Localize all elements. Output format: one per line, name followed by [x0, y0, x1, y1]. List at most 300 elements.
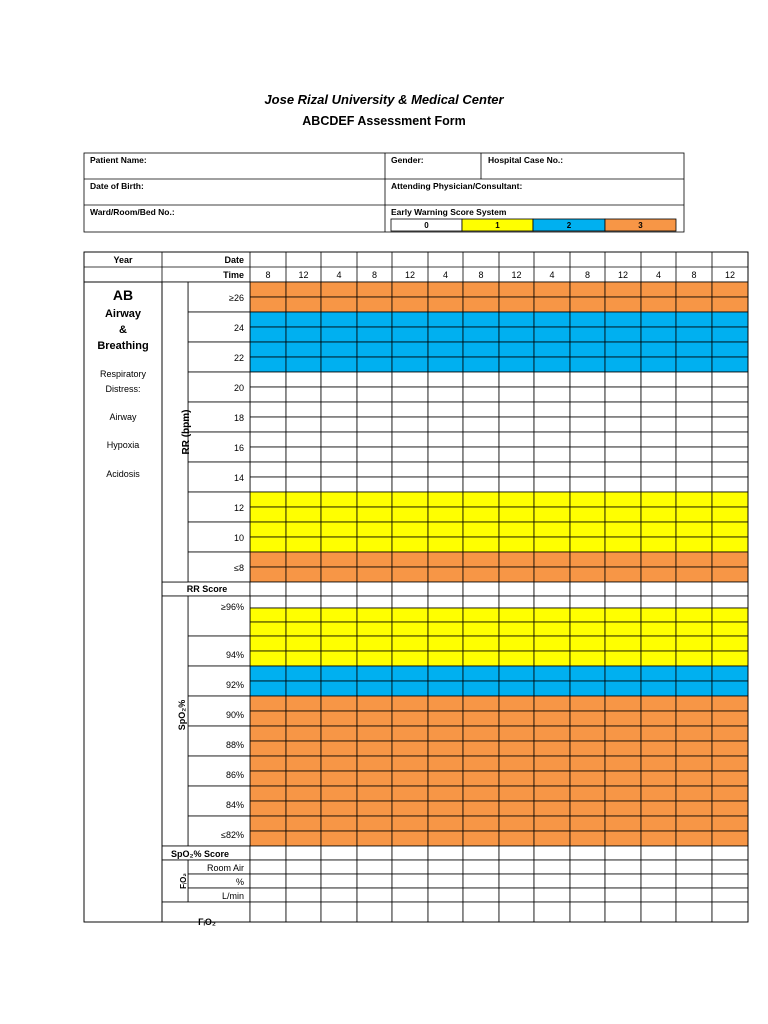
spo2-cell: [570, 801, 605, 816]
spo2-cell: [357, 636, 392, 651]
rr-cell: [463, 357, 499, 372]
spo2-cell: [605, 801, 641, 816]
fio2-cell: [676, 860, 712, 874]
spo2-cell: [392, 636, 428, 651]
fio2-cell: [641, 888, 676, 902]
spo2-cell: [676, 801, 712, 816]
spo2-cell: [428, 596, 463, 608]
rr-cell: [676, 372, 712, 387]
rr-cell: [534, 372, 570, 387]
rr-level-label: 12: [233, 503, 244, 513]
rr-cell: [463, 402, 499, 417]
spo2-cell: [605, 666, 641, 681]
spo2-cell: [357, 771, 392, 786]
rr-cell: [570, 507, 605, 522]
spo2-cell: [570, 831, 605, 846]
rr-cell: [605, 312, 641, 327]
fio2-cell: [321, 888, 357, 902]
time-header-11: 4: [655, 270, 662, 280]
rr-score-label: RR Score: [186, 584, 228, 594]
spo2-cell: [392, 831, 428, 846]
rr-cell: [712, 312, 748, 327]
spo2-cell: [605, 681, 641, 696]
rr-cell: [463, 537, 499, 552]
rr-cell: [712, 537, 748, 552]
spo2-cell: [392, 608, 428, 622]
rr-cell: [392, 567, 428, 582]
rr-cell: [641, 282, 676, 297]
spo2-cell: [641, 801, 676, 816]
rr-cell: [321, 507, 357, 522]
rr-cell: [570, 447, 605, 462]
rr-cell: [712, 402, 748, 417]
rr-cell: [250, 357, 286, 372]
spo2-cell: [321, 816, 357, 831]
rr-cell: [499, 342, 534, 357]
fio2-cell: [392, 874, 428, 888]
spo2-cell: [499, 786, 534, 801]
rr-cell: [712, 417, 748, 432]
institution-title: Jose Rizal University & Medical Center: [264, 92, 504, 107]
spo2-score-cell: [463, 846, 499, 860]
rr-cell: [392, 327, 428, 342]
rr-cell: [499, 447, 534, 462]
spo2-cell: [676, 756, 712, 771]
rr-cell: [605, 342, 641, 357]
fio2-cell: [463, 860, 499, 874]
fio2-cell: [570, 860, 605, 874]
spo2-cell: [428, 666, 463, 681]
fio2-bottom-cell: [712, 902, 748, 922]
rr-cell: [712, 477, 748, 492]
spo2-cell: [712, 741, 748, 756]
fio2-bottom-cell: [250, 902, 286, 922]
rr-cell: [392, 537, 428, 552]
rr-cell: [250, 402, 286, 417]
rr-cell: [250, 432, 286, 447]
spo2-cell: [641, 741, 676, 756]
spo2-cell: [499, 608, 534, 622]
rr-cell: [463, 432, 499, 447]
rr-cell: [392, 492, 428, 507]
spo2-cell: [286, 771, 321, 786]
rr-cell: [392, 372, 428, 387]
rr-cell: [534, 282, 570, 297]
fio2-cell: [712, 860, 748, 874]
rr-cell: [570, 417, 605, 432]
patient-name-label: Patient Name:: [90, 155, 147, 165]
rr-cell: [641, 462, 676, 477]
rr-cell: [321, 522, 357, 537]
spo2-cell: [605, 651, 641, 666]
spo2-cell: [357, 726, 392, 741]
rr-cell: [499, 387, 534, 402]
spo2-score-cell: [321, 846, 357, 860]
rr-cell: [641, 372, 676, 387]
spo2-cell: [641, 608, 676, 622]
spo2-cell: [534, 816, 570, 831]
fio2-cell: [286, 860, 321, 874]
rr-cell: [712, 297, 748, 312]
time-header-1: 12: [298, 270, 309, 280]
rr-cell: [357, 402, 392, 417]
fio2-bottom-cell: [428, 902, 463, 922]
spo2-cell: [392, 756, 428, 771]
spo2-cell: [534, 636, 570, 651]
spo2-cell: [250, 741, 286, 756]
spo2-level-label: 86%: [225, 770, 244, 780]
rr-cell: [570, 477, 605, 492]
rr-cell: [392, 282, 428, 297]
spo2-cell: [428, 696, 463, 711]
rr-cell: [499, 492, 534, 507]
rr-cell: [321, 282, 357, 297]
time-header-0: 8: [265, 270, 271, 280]
rr-cell: [250, 312, 286, 327]
spo2-cell: [499, 681, 534, 696]
spo2-cell: [392, 726, 428, 741]
spo2-cell: [605, 726, 641, 741]
time-header-6: 8: [478, 270, 484, 280]
spo2-cell: [357, 816, 392, 831]
rr-cell: [357, 552, 392, 567]
rr-cell: [641, 492, 676, 507]
spo2-cell: [428, 726, 463, 741]
spo2-cell: [605, 596, 641, 608]
rr-cell: [605, 492, 641, 507]
rr-cell: [392, 417, 428, 432]
fio2-cell: [641, 874, 676, 888]
rr-cell: [463, 567, 499, 582]
fio2-cell: [534, 874, 570, 888]
rr-cell: [499, 297, 534, 312]
spo2-cell: [605, 816, 641, 831]
spo2-cell: [321, 831, 357, 846]
rr-cell: [250, 387, 286, 402]
rr-cell: [286, 402, 321, 417]
rr-cell: [250, 492, 286, 507]
rr-cell: [712, 552, 748, 567]
spo2-cell: [321, 622, 357, 636]
time-header-2: 4: [336, 270, 342, 280]
rr-cell: [286, 417, 321, 432]
rr-cell: [570, 537, 605, 552]
fio2-cell: [499, 888, 534, 902]
spo2-cell: [428, 741, 463, 756]
spo2-cell: [428, 711, 463, 726]
rr-cell: [392, 477, 428, 492]
rr-cell: [605, 447, 641, 462]
spo2-level-label: 92%: [225, 680, 244, 690]
rr-cell: [534, 447, 570, 462]
spo2-score-cell: [712, 846, 748, 860]
rr-cell: [321, 567, 357, 582]
spo2-cell: [286, 622, 321, 636]
spo2-level-label: ≥96%: [221, 602, 244, 612]
spo2-cell: [392, 622, 428, 636]
rr-cell: [605, 297, 641, 312]
spo2-cell: [570, 786, 605, 801]
spo2-cell: [499, 741, 534, 756]
rr-cell: [570, 387, 605, 402]
spo2-cell: [250, 711, 286, 726]
spo2-cell: [676, 711, 712, 726]
rr-cell: [534, 507, 570, 522]
fio2-bottom-cell: [357, 902, 392, 922]
spo2-cell: [676, 786, 712, 801]
fio2-bottom-cell: [392, 902, 428, 922]
spo2-cell: [428, 636, 463, 651]
rr-cell: [428, 567, 463, 582]
rr-cell: [605, 327, 641, 342]
rr-cell: [321, 297, 357, 312]
spo2-cell: [676, 726, 712, 741]
spo2-cell: [321, 608, 357, 622]
rr-cell: [641, 507, 676, 522]
spo2-cell: [641, 636, 676, 651]
spo2-cell: [250, 696, 286, 711]
rr-cell: [250, 507, 286, 522]
section-name-line2: &: [119, 324, 127, 336]
rr-cell: [357, 507, 392, 522]
rr-cell: [286, 297, 321, 312]
spo2-cell: [570, 756, 605, 771]
rr-cell: [641, 387, 676, 402]
rr-cell: [321, 552, 357, 567]
spo2-cell: [534, 831, 570, 846]
spo2-cell: [286, 651, 321, 666]
spo2-cell: [321, 666, 357, 681]
spo2-cell: [641, 622, 676, 636]
spo2-cell: [286, 696, 321, 711]
fio2-axis-label: FᵢO₂: [179, 873, 188, 889]
time-header-8: 4: [549, 270, 555, 280]
rr-cell: [712, 327, 748, 342]
rr-cell: [428, 522, 463, 537]
spo2-cell: [463, 696, 499, 711]
fio2-cell: [250, 874, 286, 888]
spo2-cell: [712, 801, 748, 816]
rr-cell: [321, 537, 357, 552]
rr-cell: [605, 552, 641, 567]
spo2-cell: [534, 786, 570, 801]
spo2-cell: [286, 681, 321, 696]
rr-cell: [641, 312, 676, 327]
rr-cell: [712, 372, 748, 387]
rr-cell: [676, 327, 712, 342]
rr-cell: [428, 537, 463, 552]
rr-cell: [570, 357, 605, 372]
rr-cell: [534, 522, 570, 537]
spo2-cell: [463, 831, 499, 846]
spo2-cell: [392, 711, 428, 726]
spo2-cell: [605, 741, 641, 756]
rr-cell: [534, 297, 570, 312]
fio2-bottom-cell: [499, 902, 534, 922]
spo2-cell: [499, 756, 534, 771]
rr-cell: [463, 492, 499, 507]
spo2-cell: [605, 831, 641, 846]
spo2-score-cell: [392, 846, 428, 860]
spo2-cell: [712, 756, 748, 771]
spo2-cell: [321, 726, 357, 741]
rr-cell: [392, 552, 428, 567]
rr-cell: [286, 312, 321, 327]
spo2-cell: [534, 696, 570, 711]
rr-score-cell: [286, 582, 321, 596]
rr-cell: [250, 477, 286, 492]
spo2-cell: [499, 801, 534, 816]
rr-score-cell: [605, 582, 641, 596]
rr-cell: [321, 372, 357, 387]
spo2-cell: [286, 801, 321, 816]
rr-cell: [463, 447, 499, 462]
rr-score-cell: [321, 582, 357, 596]
rr-cell: [428, 357, 463, 372]
spo2-cell: [676, 696, 712, 711]
spo2-cell: [321, 741, 357, 756]
rr-cell: [463, 297, 499, 312]
fio2-cell: [286, 874, 321, 888]
fio2-cell: [392, 860, 428, 874]
rr-cell: [321, 387, 357, 402]
spo2-cell: [676, 636, 712, 651]
fio2-option-label: Room Air: [206, 863, 244, 873]
rr-cell: [250, 522, 286, 537]
rr-cell: [712, 282, 748, 297]
time-header-4: 12: [404, 270, 416, 280]
rr-cell: [605, 387, 641, 402]
rr-cell: [570, 297, 605, 312]
spo2-cell: [463, 816, 499, 831]
dob-label: Date of Birth:: [90, 181, 144, 191]
spo2-level-label: 88%: [225, 740, 244, 750]
rr-cell: [286, 552, 321, 567]
fio2-option-label: L/min: [221, 891, 244, 901]
rr-cell: [463, 282, 499, 297]
spo2-cell: [641, 651, 676, 666]
rr-cell: [499, 507, 534, 522]
rr-cell: [534, 432, 570, 447]
time-header-10: 12: [617, 270, 629, 280]
spo2-cell: [357, 596, 392, 608]
section-item-hypoxia: Hypoxia: [106, 440, 140, 450]
spo2-cell: [570, 681, 605, 696]
spo2-cell: [641, 816, 676, 831]
spo2-cell: [463, 666, 499, 681]
fio2-cell: [463, 888, 499, 902]
rr-score-cell: [250, 582, 286, 596]
fio2-cell: [605, 860, 641, 874]
spo2-axis-label: SpO₂%: [177, 699, 187, 731]
rr-cell: [605, 372, 641, 387]
spo2-cell: [321, 636, 357, 651]
spo2-cell: [250, 636, 286, 651]
rr-cell: [321, 462, 357, 477]
rr-cell: [499, 552, 534, 567]
ward-room-bed-label: Ward/Room/Bed No.:: [90, 207, 175, 217]
rr-cell: [641, 537, 676, 552]
rr-cell: [428, 312, 463, 327]
rr-cell: [534, 327, 570, 342]
rr-cell: [357, 462, 392, 477]
rr-cell: [463, 507, 499, 522]
spo2-score-cell: [428, 846, 463, 860]
rr-cell: [570, 492, 605, 507]
rr-cell: [605, 522, 641, 537]
rr-cell: [534, 387, 570, 402]
spo2-cell: [463, 711, 499, 726]
fio2-bottom-cell: [321, 902, 357, 922]
spo2-cell: [286, 666, 321, 681]
fio2-cell: [534, 860, 570, 874]
fio2-cell: [250, 860, 286, 874]
rr-cell: [286, 282, 321, 297]
spo2-cell: [321, 756, 357, 771]
ews-score-0-label: 0: [424, 221, 429, 230]
rr-cell: [286, 477, 321, 492]
fio2-option-label: %: [235, 877, 244, 887]
spo2-cell: [712, 636, 748, 651]
spo2-score-cell: [357, 846, 392, 860]
spo2-cell: [605, 608, 641, 622]
fio2-bottom-cell: [463, 902, 499, 922]
rr-cell: [676, 537, 712, 552]
rr-cell: [676, 282, 712, 297]
rr-cell: [499, 417, 534, 432]
rr-cell: [570, 282, 605, 297]
spo2-cell: [286, 756, 321, 771]
rr-cell: [534, 537, 570, 552]
rr-cell: [641, 522, 676, 537]
spo2-cell: [570, 816, 605, 831]
gender-label: Gender:: [391, 155, 424, 165]
fio2-cell: [357, 860, 392, 874]
spo2-cell: [250, 681, 286, 696]
spo2-cell: [570, 711, 605, 726]
spo2-cell: [570, 622, 605, 636]
rr-cell: [676, 432, 712, 447]
fio2-cell: [321, 860, 357, 874]
rr-cell: [250, 372, 286, 387]
spo2-cell: [463, 756, 499, 771]
rr-cell: [286, 537, 321, 552]
ews-label: Early Warning Score System: [391, 207, 507, 217]
rr-cell: [357, 537, 392, 552]
spo2-cell: [357, 608, 392, 622]
spo2-cell: [534, 608, 570, 622]
spo2-cell: [463, 622, 499, 636]
rr-cell: [357, 297, 392, 312]
rr-cell: [605, 477, 641, 492]
spo2-cell: [286, 786, 321, 801]
rr-cell: [286, 342, 321, 357]
spo2-cell: [250, 771, 286, 786]
rr-cell: [676, 522, 712, 537]
rr-cell: [570, 312, 605, 327]
spo2-cell: [286, 711, 321, 726]
rr-cell: [428, 372, 463, 387]
rr-cell: [712, 522, 748, 537]
attending-physician-label: Attending Physician/Consultant:: [391, 181, 523, 191]
rr-cell: [286, 327, 321, 342]
rr-level-label: 22: [233, 353, 244, 363]
spo2-cell: [357, 711, 392, 726]
section-item-acidosis: Acidosis: [106, 469, 140, 479]
rr-cell: [357, 282, 392, 297]
spo2-cell: [570, 636, 605, 651]
spo2-cell: [463, 596, 499, 608]
